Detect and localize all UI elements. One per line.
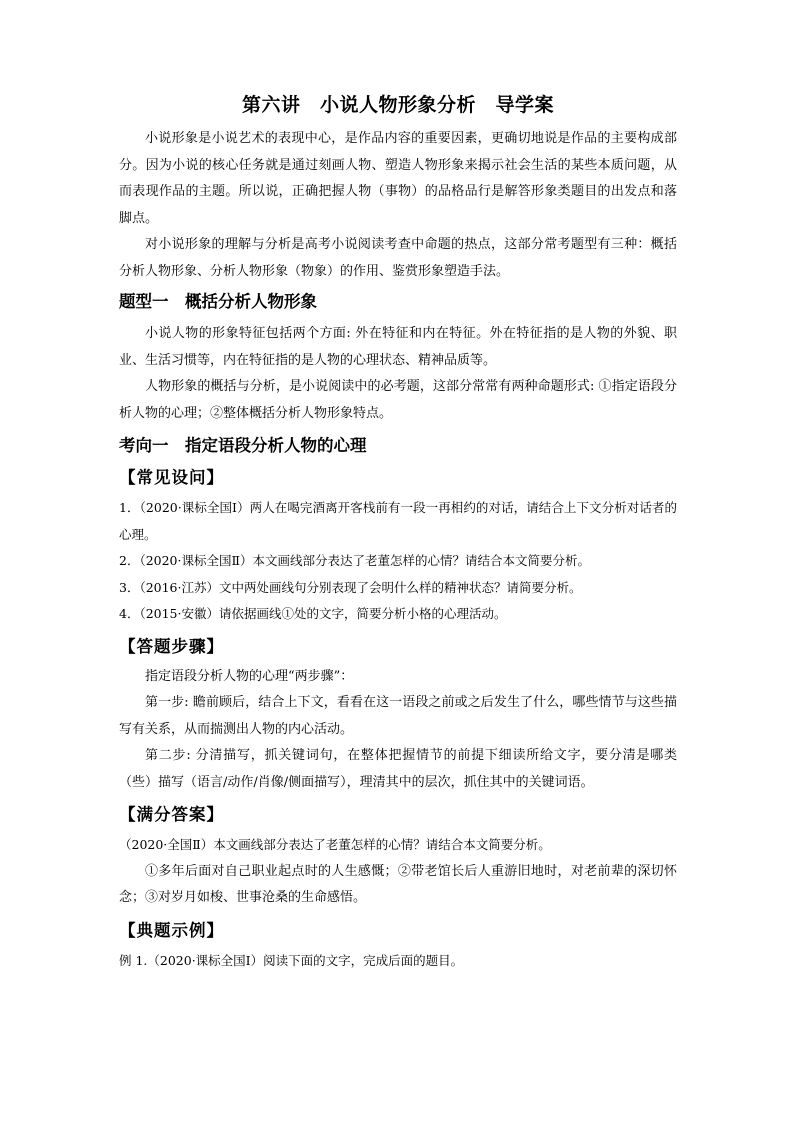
step-paragraph: 第一步: 瞻前顾后，结合上下文，看看在这一语段之前或之后发生了什么，哪些情节与这些描写有关系，从而揣测出人物的内心活动。 <box>119 695 677 737</box>
tag-full-marks-answer: 【满分答案】 <box>119 805 224 824</box>
intro-paragraph-2: 对小说形象的理解与分析是高考小说阅读考查中命题的热点，这部分常考题型有三种：概括分析人物形象、分析人物形象（物象）的作用、鉴赏形象塑造手法。 <box>119 237 677 279</box>
question-item: 1．（2020·课标全国Ⅰ）两人在喝完酒离开客栈前有一段一再相约的对话，请结合上下文分析对话者的心理。 <box>119 500 677 542</box>
intro-paragraph-1: 小说形象是小说艺术的表现中心，是作品内容的重要因素，更确切地说是作品的主要构成部分。因为小说的核心任务就是通过刻画人物、塑造人物形象来揭示社会生活的某些本质问题，从而表现作品的主题。所以说，正确把握人物（事物）的品格品行是解答形象类题目的出发点和落脚点。 <box>119 131 677 226</box>
document-page <box>119 92 677 974</box>
section-heading-type1: 题型一 概括分析人物形象 <box>119 292 317 311</box>
step-paragraph: 第二步: 分清描写，抓关键词句，在整体把握情节的前提下细读所给文字，要分清是哪类（些）描写（语言/动作/肖像/侧面描写），理清其中的层次，抓住其中的关键词语。 <box>119 748 677 790</box>
question-item: 4．（2015·安徽）请依据画线①处的文字，简要分析小格的心理活动。 <box>119 606 507 621</box>
tag-answer-steps: 【答题步骤】 <box>119 636 224 656</box>
question-item: 3．（2016·江苏）文中两处画线句分别表现了会明什么样的精神状态？请简要分析。 <box>119 579 582 595</box>
page-title: 第六讲 小说人物形象分析 导学案 <box>241 94 554 116</box>
type1-paragraph-2: 人物形象的概括与分析，是小说阅读中的必考题，这部分常常有两种命题形式: ①指定语段分析人物的心理；②整体概括分析人物形象特点。 <box>119 379 677 421</box>
answer-question: （2020·全国Ⅱ）本文画线部分表达了老董怎样的心情？请结合本文简要分析。 <box>119 837 551 852</box>
example-line: 例 1.（2020·课标全国Ⅰ）阅读下面的文字，完成后面的题目。 <box>119 952 464 968</box>
answer-body: ①多年后面对自己职业起点时的人生感慨；②带老馆长后人重游旧地时，对老前辈的深切怀念；③对岁月如梭、世事沧桑的生命感悟。 <box>119 863 677 905</box>
question-item: 2．（2020·课标全国Ⅱ）本文画线部分表达了老董怎样的心情？请结合本文简要分析。 <box>119 553 590 568</box>
subsection-heading-direction1: 考向一 指定语段分析人物的心理 <box>119 436 367 455</box>
step-paragraph: 指定语段分析人物的心理“两步骤”： <box>145 668 354 684</box>
tag-example: 【典题示例】 <box>119 920 224 940</box>
type1-paragraph-1: 小说人物的形象特征包括两个方面: 外在特征和内在特征。外在特征指的是人物的外貌、职业、生活习惯等，内在特征指的是人物的心理状态、精神品质等。 <box>119 326 677 368</box>
tag-common-questions: 【常见设问】 <box>119 468 224 487</box>
